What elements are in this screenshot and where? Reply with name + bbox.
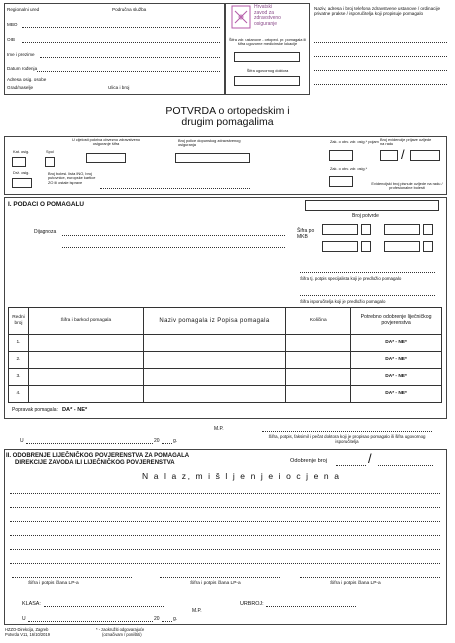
title-line: POTVRDA o ortopedskim i (165, 105, 290, 117)
provider-line[interactable] (314, 84, 447, 85)
member1-sign[interactable] (12, 577, 132, 578)
country-label: Drž. osig. (13, 170, 30, 175)
member3-sign[interactable] (300, 577, 440, 578)
signature-label: Šifra, potpis, faksimil i pečat doktora koji je propisao pomagalo ili šifra ugovornog isporučitelja (268, 434, 426, 445)
approval-cell[interactable]: DA* - NE* (351, 369, 442, 386)
street-label: Ulica i broj (108, 85, 130, 90)
provider-line[interactable] (314, 42, 447, 43)
cat-box[interactable] (12, 157, 26, 167)
name-field[interactable] (40, 57, 220, 58)
provider-label: Naziv, adresa i broj telefona zdravstvene ustanove / ordinacije privatne prakse / isporučitelja koji propisuje pomagalo (314, 6, 441, 17)
repair-options[interactable]: DA* - NE* (62, 407, 88, 413)
approval-cell[interactable]: DA* - NE* (351, 352, 442, 369)
approval-no-label: Odobrenje broj (290, 458, 328, 464)
reg-box-1[interactable] (380, 150, 398, 161)
place-field[interactable] (26, 443, 116, 444)
col-header-code: Šifra i barkod pomagala (28, 308, 143, 335)
mbo-field[interactable] (22, 27, 220, 28)
mkb-box-8[interactable] (423, 241, 433, 252)
mp2-label: M.P. (192, 608, 202, 614)
year-prefix: 20 (154, 438, 160, 444)
title-line: drugim pomagalima (181, 115, 274, 128)
doctor-code-label: Šifra ugovornog doktora (246, 68, 289, 73)
oib-field[interactable] (22, 42, 220, 43)
name-cell[interactable] (143, 386, 286, 403)
table-row (9, 369, 442, 386)
date-field[interactable] (118, 443, 153, 444)
diagnosis-label: Dijagnoza (34, 229, 57, 235)
finding-line[interactable] (10, 563, 440, 564)
diagnosis-field[interactable] (62, 235, 285, 236)
klasa-field[interactable] (44, 606, 164, 607)
date2-field[interactable] (118, 621, 153, 622)
code-cell[interactable] (28, 335, 143, 352)
diagnosis-field[interactable] (62, 247, 285, 248)
section2-title (6, 453, 189, 467)
finding-line[interactable] (10, 507, 440, 508)
table-row (9, 352, 442, 369)
mkb-box-2[interactable] (361, 224, 371, 235)
footer-line: HZZO-Direkcija, Zagreb (5, 627, 49, 632)
specialist-label: Šifra tj. potpis specijalista koji je predložio pomagalo (300, 276, 402, 281)
footer-left (5, 628, 50, 637)
section2-title-line: DIREKCIJE ZAVODA ILI LIJEČNIČKOG POVJERENSTVA (15, 460, 175, 467)
qty-cell[interactable] (286, 369, 351, 386)
confirmation-boxes[interactable] (305, 200, 439, 211)
urbroj-label: URBROJ: (240, 601, 264, 607)
footer-line: Potvrda V11, 16/10/2019 (5, 631, 50, 637)
place2-label: U (22, 616, 26, 622)
country-box[interactable] (12, 178, 32, 188)
policy-label: Broj police dopunskog zdravstvenog osiguranja (178, 138, 241, 148)
approval-no-field-1[interactable] (336, 465, 366, 466)
pntjd-box[interactable] (329, 150, 353, 161)
row-number: 2. (9, 352, 29, 369)
card-boxes[interactable] (86, 153, 126, 163)
member2-sign[interactable] (160, 577, 280, 578)
slash-separator: / (368, 451, 372, 466)
cat-label: Kat. osig. (13, 149, 30, 154)
row-number: 4. (9, 386, 29, 403)
mkb-box-4[interactable] (423, 224, 433, 235)
logo-line: Hrvatski (254, 4, 273, 10)
provider-line[interactable] (314, 70, 447, 71)
signature-field[interactable] (262, 431, 432, 432)
branch-label: Područna služba (112, 7, 147, 12)
logo-line: zavod za (254, 9, 275, 16)
finding-line[interactable] (10, 549, 440, 550)
evid-label: Evidencijski broj pisnule ozljede na radu / profesionalne bolesti (371, 181, 443, 191)
col-header-no: Redni broj (9, 308, 29, 335)
mbo-label: MBO (7, 22, 18, 27)
section2-title-line: II. ODOBRENJE LIJEČNIČKOG POVJERENSTVA ZA POMAGALA (6, 453, 190, 459)
name-label: Ime i prezime (7, 52, 35, 57)
footer-line: * - zaokružiti odgovarajuće (96, 627, 145, 632)
table-row (9, 335, 442, 352)
col-header-name: Naziv pomagala iz Popisa pomagala (143, 308, 286, 335)
place-label: U (20, 438, 24, 444)
supplier-label: Šifra isporučitelja koji je predložio pomagalo (300, 299, 386, 304)
address-label: Adresa osig. osobe (7, 77, 47, 82)
section1-title: I. PODACI O POMAGALU (8, 201, 84, 208)
approval-cell[interactable]: DA* - NE* (351, 386, 442, 403)
specialist-field[interactable] (300, 272, 435, 273)
slash-separator: / (401, 147, 405, 162)
logo-line: zdravstveno (254, 15, 281, 21)
finding-line[interactable] (10, 535, 440, 536)
foreign-field[interactable] (100, 188, 250, 189)
city-label: Grad/naselje (7, 85, 34, 90)
mkb-label: Šifra po MKB (297, 228, 315, 240)
mp-label: M.P. (214, 426, 224, 432)
page-title (110, 106, 345, 127)
code-cell[interactable] (28, 386, 143, 403)
policy-boxes[interactable] (175, 153, 250, 163)
year2-suffix: g. (173, 616, 178, 622)
col-header-qty: Količina (286, 308, 351, 335)
mkb-box-3[interactable] (384, 224, 420, 235)
reg-box-2[interactable] (410, 150, 440, 161)
member3-label: Šifra i potpis člana LP-a (330, 581, 381, 586)
confirmation-label: Broj potvrde (352, 213, 379, 219)
orpb-box[interactable] (329, 176, 353, 187)
gender-box[interactable] (45, 157, 55, 167)
mkb-box-7[interactable] (384, 241, 420, 252)
member2-label: Šifra i potpis člana LP-a (190, 581, 241, 586)
gender-label: Spol (46, 149, 54, 154)
footer-line: (označivam / poništiti) (102, 631, 142, 637)
supplier-field[interactable] (300, 295, 435, 296)
footer-note (96, 628, 144, 637)
repair-label: Popravak pomagala: (12, 407, 58, 413)
row-number: 1. (9, 335, 29, 352)
row-number: 3. (9, 369, 29, 386)
name-cell[interactable] (143, 352, 286, 369)
dob-field[interactable] (37, 71, 220, 72)
qty-cell[interactable] (286, 352, 351, 369)
dob-label: Datum rođenja (7, 66, 38, 71)
klasa-label: KLASA: (22, 601, 41, 607)
mkb-box-6[interactable] (361, 241, 371, 252)
foreign-label: Broj bolesi. lista INO, broj putovnice, europske kartice ZO ili ostale isprave (48, 171, 96, 185)
table-row (9, 386, 442, 403)
finding-line[interactable] (10, 521, 440, 522)
name-cell[interactable] (143, 369, 286, 386)
qty-cell[interactable] (286, 386, 351, 403)
member1-label: Šifra i potpis člana LP-a (28, 581, 79, 586)
approval-no-field-2[interactable] (378, 465, 433, 466)
name-cell[interactable] (143, 335, 286, 352)
finding-title: N a l a z, m i š l j e n j e i o c j e n a (142, 471, 341, 481)
year-field[interactable] (162, 443, 172, 444)
contract-code-boxes[interactable] (234, 52, 300, 62)
mkb-box-1[interactable] (322, 224, 358, 235)
mkb-box-5[interactable] (322, 241, 358, 252)
code-cell[interactable] (28, 352, 143, 369)
registration-office-label: Regionalni ured (7, 7, 40, 12)
urbroj-field[interactable] (266, 606, 356, 607)
finding-line[interactable] (10, 493, 440, 494)
year2-prefix: 20 (154, 616, 160, 622)
provider-line[interactable] (314, 56, 447, 57)
logo-line: osiguranje (254, 20, 278, 27)
zak-label-1: Zak. o obv. zdr. osig.* pojam (330, 139, 379, 144)
approval-cell[interactable]: DA* - NE* (351, 335, 442, 352)
doctor-code-boxes[interactable] (234, 76, 300, 86)
year2-field[interactable] (162, 621, 172, 622)
contract-code-label: Šifra zdr. ustanove - ortoped. pr. pomagala ili šifra ugovorne medicinske lokacije (228, 37, 307, 47)
zak-label-2: Zak. o obv. zdr. osig.* (330, 166, 368, 171)
place2-field[interactable] (28, 621, 116, 622)
year-suffix: g. (173, 438, 178, 444)
reg-label: Broj evidencije prijave ozljede na radu (380, 137, 432, 147)
aids-table (8, 307, 442, 403)
code-cell[interactable] (28, 369, 143, 386)
col-header-approval: Potrebno odobrenje liječničkog povjerenstva (351, 308, 442, 335)
card-label: U cijelosti pokriva obvezno zdravstveno osiguranje šifra (71, 137, 141, 147)
oib-label: OIB (7, 37, 15, 42)
qty-cell[interactable] (286, 335, 351, 352)
